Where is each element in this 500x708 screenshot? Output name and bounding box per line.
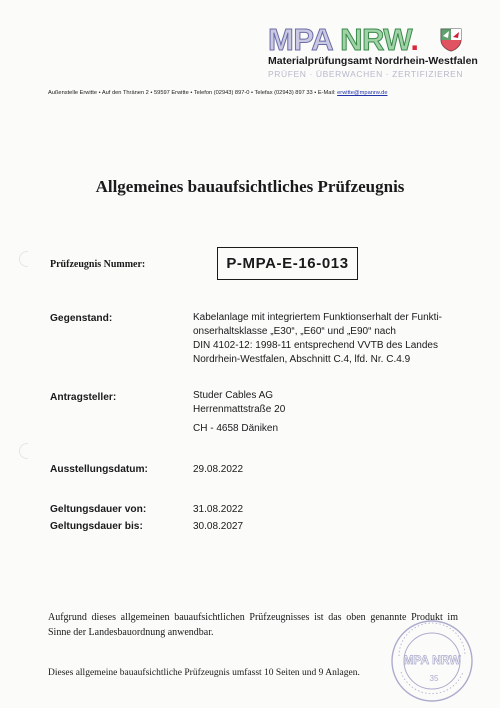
- certificate-number-box: [217, 247, 358, 280]
- ausstellungsdatum-value: 29.08.2022: [193, 464, 244, 475]
- org-name: Materialprüfungsamt Nordrhein-Westfalen: [268, 55, 478, 67]
- email-link[interactable]: erwitte@mpanrw.de: [337, 90, 388, 96]
- address-line: Außenstelle Erwitte • Auf den Thränen 2 • 59597 Erwitte • Telefon (02943) 897-0 • Telefax (02943) 897 33 • E-Mail: erwitte@mpanrw.de: [48, 90, 388, 96]
- mpa-nrw-logo: [268, 22, 478, 82]
- antragsteller-value: Studer Cables AG Herrenmattstraße 20: [193, 390, 286, 415]
- punch-hole-mark: [19, 251, 28, 267]
- ausstellungsdatum-label: Ausstellungsdatum:: [50, 464, 148, 475]
- geltung-von-value: 31.08.2022: [193, 504, 244, 515]
- nrw-crest-icon: [440, 28, 462, 52]
- org-tagline: PRÜFEN · ÜBERWACHEN · ZERTIFIZIEREN: [268, 69, 464, 79]
- document-title: Allgemeines bauaufsichtliches Prüfzeugnis: [95, 177, 405, 196]
- stamp-text: MPA NRW: [403, 653, 461, 667]
- logo-wordmark: MPA NRW.: [268, 22, 419, 57]
- validity-statement: Aufgrund dieses allgemeinen bauaufsichtlichen Prüfzeugnisses ist das oben genannte Produkt im Sinne der Landesbauordnung anwendbar.: [48, 612, 458, 638]
- official-seal-stamp: [389, 618, 475, 704]
- scope-statement: Dieses allgemeine bauaufsichtliche Prüfzeugnis umfasst 10 Seiten und 9 Anlagen.: [48, 668, 360, 678]
- geltung-bis-label: Geltungsdauer bis:: [50, 521, 143, 532]
- geltung-von-label: Geltungsdauer von:: [50, 504, 147, 515]
- gegenstand-label: Gegenstand:: [50, 313, 113, 324]
- gegenstand-value: Kabelanlage mit integriertem Funktionserhalt der Funkti- onserhaltsklasse „E30“, „E60“ und „E90“ nach DIN 4102-12: 1998-11 entsprechend VVTB des Landes Nordrhein-Westfalen, Abschnitt C.4, lfd. Nr. C.4.9: [193, 312, 443, 365]
- stamp-number: 35: [429, 674, 439, 683]
- geltung-bis-value: 30.08.2027: [193, 521, 244, 532]
- antragsteller-city: CH - 4658 Däniken: [193, 423, 279, 434]
- certificate-number: P-MPA-E-16-013: [226, 255, 349, 272]
- certificate-number-label: Prüfzeugnis Nummer:: [50, 259, 146, 270]
- punch-hole-mark: [19, 443, 28, 459]
- antragsteller-label: Antragsteller:: [50, 392, 117, 403]
